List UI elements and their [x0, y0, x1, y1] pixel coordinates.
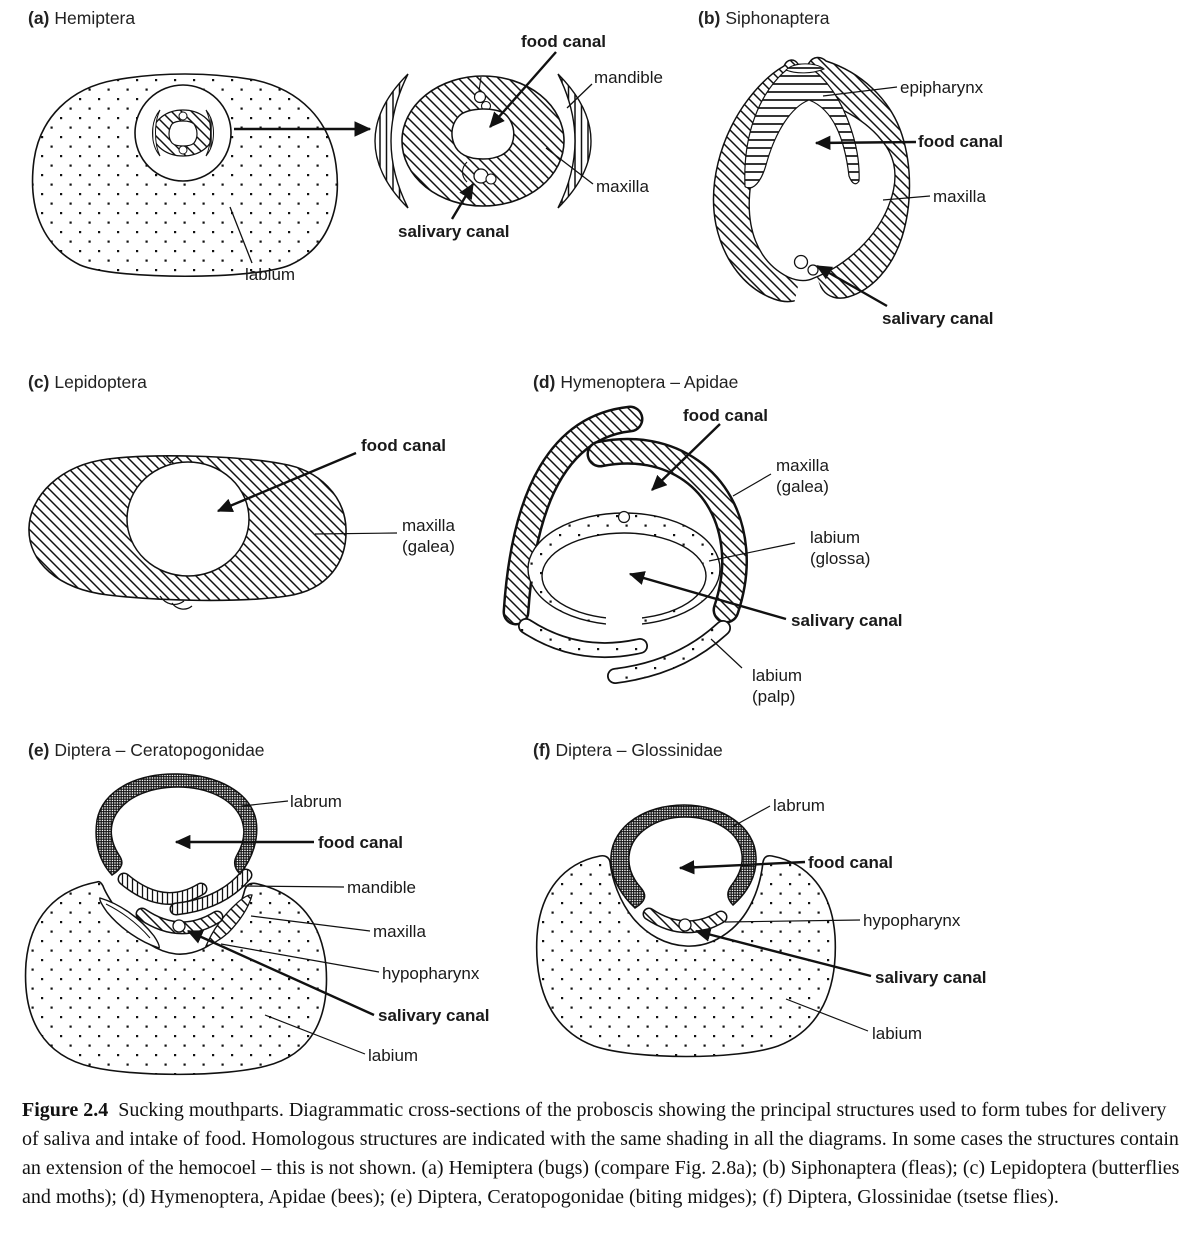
label-labium: labium: [810, 528, 861, 547]
label-labium: labium: [872, 1024, 923, 1043]
glossa-opening: [606, 612, 642, 630]
panel-e-name: Diptera – Ceratopogonidae: [54, 740, 265, 760]
label-maxilla: maxilla: [776, 456, 829, 475]
food-canal-shape: [452, 109, 514, 159]
label-galea: (galea): [776, 477, 829, 497]
panel-a-title: [28, 8, 135, 29]
salivary-canal-shape: [679, 919, 691, 931]
food-canal-shape: [127, 462, 249, 576]
label-salivary-canal: salivary canal: [398, 222, 510, 241]
salivary-curl: [486, 174, 496, 184]
panel-f-drawing: [520, 728, 1080, 1093]
panel-d-name: Hymenoptera – Apidae: [560, 372, 739, 392]
label-labium: labium: [752, 666, 803, 685]
panel-b-name: Siphonaptera: [725, 8, 830, 28]
salivary-curl-2: [808, 265, 818, 275]
palp-leader: [711, 639, 742, 668]
panel-e: [0, 728, 530, 1093]
label-maxilla: maxilla: [402, 516, 455, 535]
panel-f-name: Diptera – Glossinidae: [555, 740, 723, 760]
panel-f: [520, 728, 1080, 1093]
label-salivary-canal: salivary canal: [378, 1006, 490, 1025]
panel-d-tag: (d): [533, 372, 556, 392]
mini-food-canal: [169, 121, 197, 146]
labrum-leader: [732, 806, 770, 827]
label-maxilla: maxilla: [933, 187, 986, 206]
label-maxilla: maxilla: [373, 922, 426, 941]
panel-d: [480, 360, 1040, 728]
figure-number: Figure 2.4: [22, 1099, 109, 1121]
label-salivary-canal: salivary canal: [882, 309, 994, 328]
label-salivary-canal: salivary canal: [875, 968, 987, 987]
panel-b-drawing: [690, 0, 1190, 352]
label-maxilla-galea: [776, 455, 829, 498]
panel-e-title: [28, 740, 265, 761]
salivary-canal-shape: [173, 920, 185, 932]
panel-c-title: [28, 372, 147, 393]
label-salivary-canal: salivary canal: [791, 611, 903, 630]
label-labium: labium: [245, 265, 296, 284]
panel-b: [690, 0, 1190, 352]
label-labium: labium: [368, 1046, 419, 1065]
label-labium-palp: [752, 665, 802, 708]
panel-a-drawing: [0, 0, 690, 352]
label-food-canal: food canal: [808, 853, 894, 872]
panel-e-drawing: [0, 728, 530, 1093]
label-food-canal: food canal: [361, 436, 447, 455]
label-labrum: labrum: [773, 796, 825, 815]
label-hypopharynx: hypopharynx: [382, 964, 480, 983]
figure-caption-text: Sucking mouthparts. Diagrammatic cross-sections of the proboscis showing the principal structures used to form tubes for delivery of saliva and intake of food. Homologous structures are indicated with the same shading in all the diagrams. In some cases the structures contain an extension of the hemocoel – this is not shown. (a) Hemiptera (bugs) (compare Fig. 2.8a); (b) Siphonaptera (fleas); (c) Lepidoptera (butterflies and moths); (d) Hymenoptera, Apidae (bees); (e) Diptera, Ceratopogonidae (biting midges); (f) Diptera, Glossinidae (tsetse flies).: [22, 1099, 1180, 1208]
panel-a-name: Hemiptera: [54, 8, 136, 28]
panel-e-tag: (e): [28, 740, 50, 760]
panel-d-title: [533, 372, 738, 393]
label-mandible: mandible: [594, 68, 663, 87]
label-hypopharynx: hypopharynx: [863, 911, 961, 930]
salivary-curl-1: [795, 256, 808, 269]
label-epipharynx: epipharynx: [900, 78, 984, 97]
label-maxilla-galea: [402, 515, 455, 558]
label-galea: (galea): [402, 537, 455, 557]
panel-a: [0, 0, 690, 352]
panel-c-tag: (c): [28, 372, 50, 392]
glossa-dimple: [619, 512, 630, 523]
food-canal-arrow: [816, 142, 916, 143]
maxilla-leader: [733, 474, 771, 496]
labrum-shape: [96, 774, 257, 875]
panel-b-title: [698, 8, 829, 29]
panel-b-tag: (b): [698, 8, 721, 28]
label-food-canal: food canal: [318, 833, 404, 852]
panel-c-name: Lepidoptera: [54, 372, 147, 392]
figure-caption: [22, 1096, 1180, 1212]
label-palp: (palp): [752, 687, 796, 707]
labrum-shape: [611, 805, 756, 908]
label-food-canal: food canal: [918, 132, 1004, 151]
glossa-inner-salivary-canal: [542, 533, 706, 619]
label-labium-glossa: [810, 527, 870, 570]
panel-f-tag: (f): [533, 740, 551, 760]
mini-curl-top: [179, 112, 187, 120]
panel-a-tag: (a): [28, 8, 50, 28]
curl-top-1: [475, 92, 486, 103]
mini-curl-bottom: [179, 146, 187, 154]
label-food-canal: food canal: [683, 406, 769, 425]
label-mandible: mandible: [347, 878, 416, 897]
label-food-canal: food canal: [521, 32, 607, 51]
panel-f-title: [533, 740, 723, 761]
label-maxilla: maxilla: [596, 177, 649, 196]
label-glossa: (glossa): [810, 549, 871, 569]
panel-c: [0, 360, 520, 728]
label-labrum: labrum: [290, 792, 342, 811]
